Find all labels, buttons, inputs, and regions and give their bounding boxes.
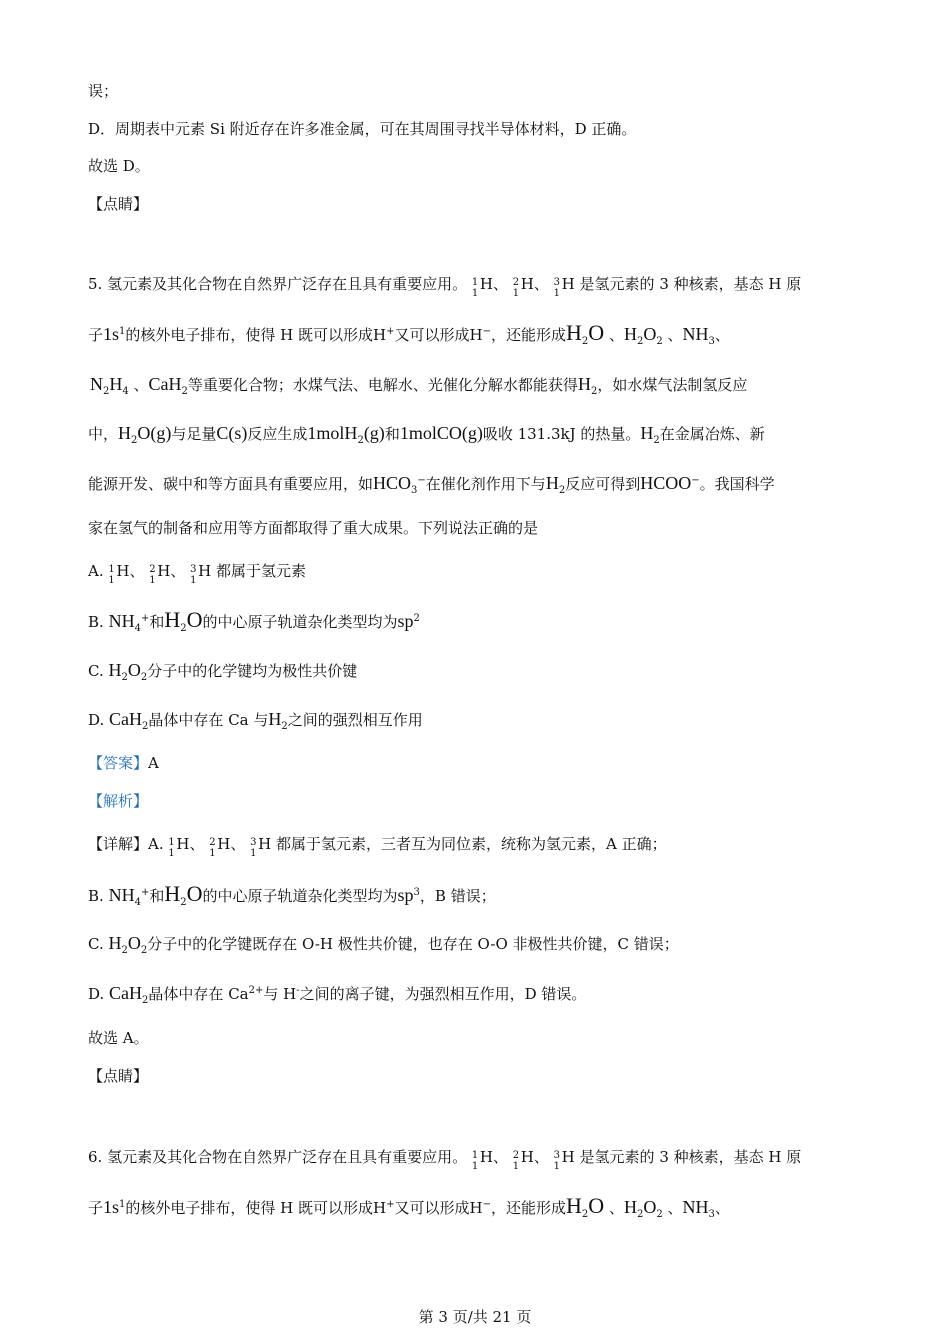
option-b: B. $NH_4^+$和$H_2O$的中心原子轨道杂化类型均为$sp^2$ bbox=[88, 607, 420, 634]
text-line: 误； bbox=[88, 82, 119, 100]
question-5-line-4: 中，$H_2O(g)$与足量C(s)反应生成1molH$_2$(g)和1molCO(g)吸收 131.3kJ 的热量。$H_2$在金属冶炼、新 bbox=[88, 423, 765, 446]
text-line: 故选 A。 bbox=[88, 1029, 149, 1047]
answer: 【答案】A bbox=[88, 754, 159, 772]
option-c: C. $H_2O_2$分子中的化学键均为极性共价键 bbox=[88, 660, 358, 683]
question-6-line-1: 6. 氢元素及其化合物在自然界广泛存在且具有重要应用。 1 1 H、 2 1 H、 3 1 H 是氢元素的 3 种核素，基态 H 原 bbox=[88, 1148, 802, 1172]
isotope-h1: 1 1 bbox=[471, 277, 479, 299]
text-line: D．周期表中元素 Si 附近存在许多准金属，可在其周围寻找半导体材料，D 正确。 bbox=[88, 120, 637, 138]
page-footer: 第 3 页/共 21 页 bbox=[418, 1308, 532, 1326]
detail-b: B. $NH_4^+$和$H_2O$的中心原子轨道杂化类型均为$sp^3$，B 错误； bbox=[88, 881, 496, 908]
detail-d: D. CaH$_2$晶体中存在 $Ca^{2+}$与 H-之间的离子键，为强烈相互作用，D 错误。 bbox=[88, 983, 587, 1006]
heading-dianjing: 【点睛】 bbox=[88, 195, 149, 213]
isotope-h3: 3 1 bbox=[553, 277, 561, 299]
question-5-line-1: 5. 氢元素及其化合物在自然界广泛存在且具有重要应用。 1 1 H、 2 1 H、 3 1 H 是氢元素的 3 种核素，基态 H 原 bbox=[88, 275, 802, 299]
question-5-line-2: 子$1s^1$的核外电子排布，使得 H 既可以形成H+又可以形成H−，还能形成$H_2O$ 、$H_2O_2$ 、$NH_3$、 bbox=[88, 320, 730, 347]
option-a: A. 1 1 H、 2 1 H、 3 1 H 都属于氢元素 bbox=[88, 562, 307, 586]
detail-a: 【详解】A. 1 1 H、 2 1 H、 3 1 H 都属于氢元素，三者互为同位素，统称为氢元素，A 正确； bbox=[88, 835, 667, 859]
question-5-line-5: 能源开发、碳中和等方面具有重要应用，如$HCO_3^-$在催化剂作用下与$H_2$反应可得到HCOO−。我国科学 bbox=[88, 473, 775, 496]
text-line: 故选 D。 bbox=[88, 157, 150, 175]
isotope-h2: 2 1 bbox=[512, 277, 520, 299]
question-5-line-6: 家在氢气的制备和应用等方面都取得了重大成果。下列说法正确的是 bbox=[88, 519, 539, 537]
question-5-line-3: $N_2H_4$ 、CaH$_2$等重要化合物；水煤气法、电解水、光催化分解水都能获得$H_2$，如水煤气法制氢反应 bbox=[90, 374, 748, 397]
analysis-heading: 【解析】 bbox=[88, 792, 149, 810]
detail-c: C. $H_2O_2$分子中的化学键既存在 O-H 极性共价键，也存在 O-O 非极性共价键，C 错误； bbox=[88, 933, 679, 956]
question-6-line-2: 子$1s^1$的核外电子排布，使得 H 既可以形成H+又可以形成H−，还能形成$H_2O$ 、$H_2O_2$ 、$NH_3$、 bbox=[88, 1193, 730, 1220]
heading-dianjing: 【点睛】 bbox=[88, 1067, 149, 1085]
option-d: D. CaH$_2$晶体中存在 Ca 与$H_2$之间的强烈相互作用 bbox=[88, 709, 423, 732]
